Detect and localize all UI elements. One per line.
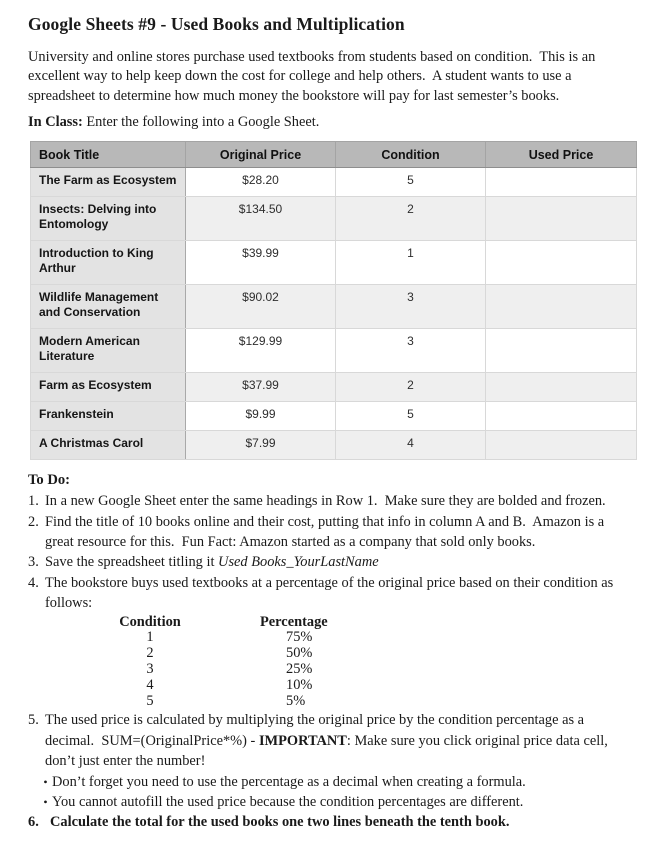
condition-cell: 4 (336, 431, 486, 460)
original-price-cell: $90.02 (186, 285, 336, 329)
condition-table-row (115, 646, 636, 662)
used-price-cell (486, 197, 637, 241)
table-row (31, 329, 637, 373)
todo-item-1 (28, 491, 636, 511)
column-header-condition: Condition (336, 142, 486, 168)
todo-heading: To Do: (28, 472, 71, 489)
table-row (31, 168, 637, 197)
original-price-cell: $134.50 (186, 197, 336, 241)
todo-item-5 (28, 710, 636, 812)
original-price-cell: $129.99 (186, 329, 336, 373)
condition-table-row (115, 630, 636, 646)
used-price-cell (486, 402, 637, 431)
todo-item-number: 2. (28, 513, 39, 530)
book-title-cell: Insects: Delving into Entomology (31, 197, 186, 241)
book-title-cell: Farm as Ecosystem (31, 373, 186, 402)
condition-table-row (115, 694, 636, 710)
used-price-cell (486, 168, 637, 197)
used-price-cell (486, 431, 637, 460)
todo-item-4 (28, 573, 636, 711)
original-price-cell: $7.99 (186, 431, 336, 460)
condition-value: 5 (146, 692, 154, 709)
percentage-value: 10% (286, 676, 313, 693)
table-row (31, 431, 637, 460)
bullet-marker: • (43, 795, 48, 810)
intro-paragraph: University and online stores purchase used textbooks from students based on condition. This is an excellent way to help keep down the cost for college and help others. A student wants to use a spreadsheet to determine how much money the bookstore will pay for last semester’s books. (28, 49, 599, 104)
todo-item-text: Save the spreadsheet titling it Used Books_YourLastName (45, 554, 379, 571)
condition-table-row (115, 678, 636, 694)
condition-cell: 2 (336, 373, 486, 402)
condition-table-header-row (115, 615, 636, 631)
todo-list (28, 491, 636, 833)
original-price-cell: $39.99 (186, 241, 336, 285)
book-title-cell: A Christmas Carol (31, 431, 186, 460)
condition-percentage-table (115, 615, 636, 710)
table-row (31, 373, 637, 402)
condition-cell: 5 (336, 402, 486, 431)
original-price-cell: $9.99 (186, 402, 336, 431)
condition-cell: 3 (336, 285, 486, 329)
condition-value: 1 (146, 629, 154, 646)
todo-item-number: 5. (28, 712, 39, 729)
bullet-item (39, 772, 636, 792)
condition-table-row (115, 662, 636, 678)
bullet-text: Don’t forget you need to use the percentage as a decimal when creating a formula. (52, 773, 526, 790)
bullet-marker: • (43, 774, 48, 789)
used-price-cell (486, 285, 637, 329)
in-class-line (28, 113, 636, 132)
todo-item-3 (28, 552, 636, 572)
column-header-used-price: Used Price (486, 142, 637, 168)
todo-item-6 (28, 812, 636, 832)
condition-cell: 5 (336, 168, 486, 197)
percentage-value: 50% (286, 645, 313, 662)
todo-item-text: In a new Google Sheet enter the same headings in Row 1. Make sure they are bolded and frozen. (45, 493, 606, 510)
table-row (31, 402, 637, 431)
in-class-text: Enter the following into a Google Sheet. (82, 113, 320, 130)
todo-item-number: 6. (28, 814, 39, 831)
column-header-book-title: Book Title (31, 142, 186, 168)
used-price-cell (486, 373, 637, 402)
todo-item-text: Calculate the total for the used books one two lines beneath the tenth book. (50, 814, 510, 831)
todo-item-number: 1. (28, 493, 39, 510)
condition-cell: 3 (336, 329, 486, 373)
condition-header: Condition (119, 613, 181, 630)
table-row (31, 285, 637, 329)
books-table (30, 141, 637, 460)
table-row (31, 241, 637, 285)
todo-item-text: The used price is calculated by multiplying the original price by the condition percentage as a decimal. SUM=(OriginalPrice*%) - IMPORTANT: Make sure you click original price data cell, don’t just enter the number! • Don’t forget you need to use the percentage as a decimal when creating a formula. • You cannot autofill the used price because the condition percentages are different. (45, 710, 636, 812)
original-price-cell: $37.99 (186, 373, 336, 402)
percentage-value: 5% (286, 692, 306, 709)
book-title-cell: The Farm as Ecosystem (31, 168, 186, 197)
column-header-original-price: Original Price (186, 142, 336, 168)
book-title-cell: Frankenstein (31, 402, 186, 431)
table-row (31, 197, 637, 241)
condition-value: 3 (146, 661, 154, 678)
page-title: Google Sheets #9 - Used Books and Multiplication (28, 14, 405, 34)
condition-value: 4 (146, 676, 154, 693)
original-price-cell: $28.20 (186, 168, 336, 197)
condition-cell: 2 (336, 197, 486, 241)
todo-item-number: 3. (28, 554, 39, 571)
condition-value: 2 (146, 645, 154, 662)
condition-cell: 1 (336, 241, 486, 285)
bullet-item (39, 792, 636, 812)
book-title-cell: Introduction to King Arthur (31, 241, 186, 285)
in-class-label: In Class: (28, 113, 83, 130)
used-price-cell (486, 241, 637, 285)
book-title-cell: Modern American Literature (31, 329, 186, 373)
bullet-text: You cannot autofill the used price because the condition percentages are different. (52, 794, 524, 811)
books-table-header-row (31, 142, 637, 168)
percentage-header: Percentage (260, 613, 328, 630)
book-title-cell: Wildlife Management and Conservation (31, 285, 186, 329)
todo-item-text: Find the title of 10 books online and their cost, putting that info in column A and B. Amazon is a great resource for this. Fun Fact: Amazon started as a company that sold only books. (45, 513, 608, 550)
used-price-cell (486, 329, 637, 373)
todo-item-number: 4. (28, 574, 39, 591)
todo-item-text: The bookstore buys used textbooks at a percentage of the original price based on their condition as follows: Condition Percentage 1 75% 2 50% 3 25% 4 10% 5 5% (45, 573, 636, 711)
todo-item-2 (28, 512, 636, 553)
percentage-value: 25% (286, 661, 313, 678)
percentage-value: 75% (286, 629, 313, 646)
